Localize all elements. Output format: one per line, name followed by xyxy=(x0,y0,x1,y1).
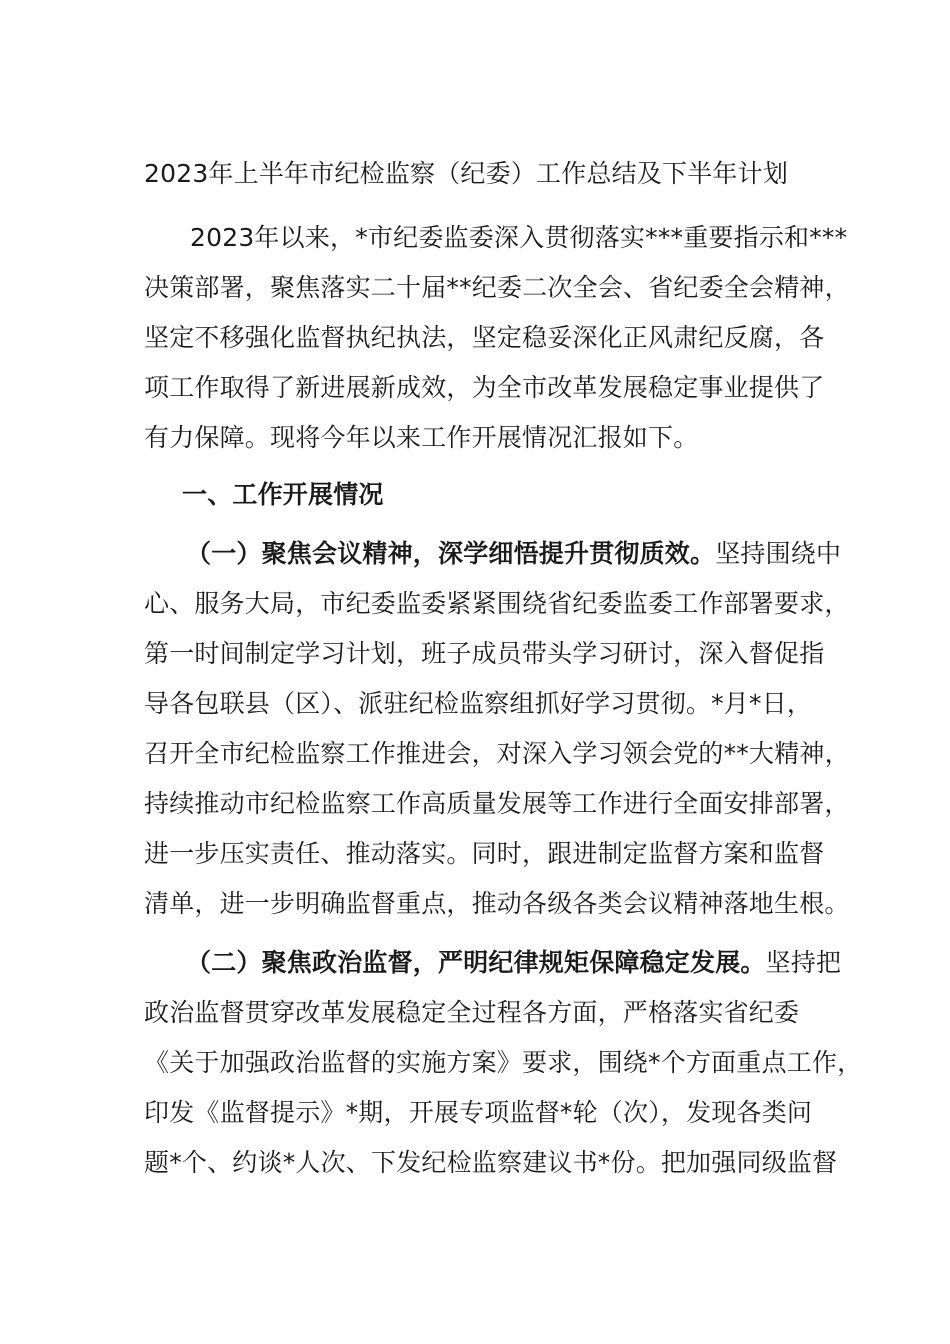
paragraph-line: 题*个、约谈*人次、下发纪检监察建议书*份。把加强同级监督 xyxy=(144,1148,838,1177)
paragraph-line: 召开全市纪检监察工作推进会，对深入学习领会党的**大精神， xyxy=(144,739,850,768)
paragraph-first-line xyxy=(186,537,841,571)
intro-line: 有力保障。现将今年以来工作开展情况汇报如下。 xyxy=(144,423,699,452)
intro-line: 决策部署，聚焦落实二十届**纪委二次全会、省纪委全会精神， xyxy=(144,273,850,302)
paragraph-line: 导各包联县（区）、派驻纪检监察组抓好学习贯彻。*月*日， xyxy=(144,689,813,718)
paragraph-line: 持续推动市纪检监察工作高质量发展等工作进行全面安排部署， xyxy=(144,789,850,818)
paragraph-line: 政治监督贯穿改革发展稳定全过程各方面，严格落实省纪委 xyxy=(144,998,800,1027)
intro-line: 2023年以来，*市纪委监委深入贯彻落实***重要指示和*** xyxy=(190,223,848,252)
intro-line: 坚定不移强化监督执纪执法，坚定稳妥深化正风肃纪反腐，各 xyxy=(144,323,825,352)
paragraph-line: 印发《监督提示》*期，开展专项监督*轮（次），发现各类问 xyxy=(144,1098,813,1127)
paragraph-line: 进一步压实责任、推动落实。同时，跟进制定监督方案和监督 xyxy=(144,839,825,868)
intro-line: 项工作取得了新进展新成效，为全市改革发展稳定事业提供了 xyxy=(144,373,825,402)
paragraph-line: 心、服务大局，市纪委监委紧紧围绕省纪委监委工作部署要求， xyxy=(144,589,850,618)
paragraph-line: 《关于加强政治监督的实施方案》要求，围绕*个方面重点工作， xyxy=(144,1048,863,1077)
paragraph-text: 坚持围绕中 xyxy=(715,539,842,568)
paragraph-first-line xyxy=(186,946,841,980)
document-title: 2023年上半年市纪检监察（纪委）工作总结及下半年计划 xyxy=(144,159,789,188)
section-heading: 一、工作开展情况 xyxy=(182,480,384,509)
subsection-heading: （一）聚焦会议精神，深学细悟提升贯彻质效。 xyxy=(186,539,716,568)
paragraph-text: 坚持把 xyxy=(765,948,842,977)
subsection-heading: （二）聚焦政治监督，严明纪律规矩保障稳定发展。 xyxy=(186,948,766,977)
paragraph-line: 第一时间制定学习计划，班子成员带头学习研讨，深入督促指 xyxy=(144,639,825,668)
paragraph-line: 清单，进一步明确监督重点，推动各级各类会议精神落地生根。 xyxy=(144,889,850,918)
